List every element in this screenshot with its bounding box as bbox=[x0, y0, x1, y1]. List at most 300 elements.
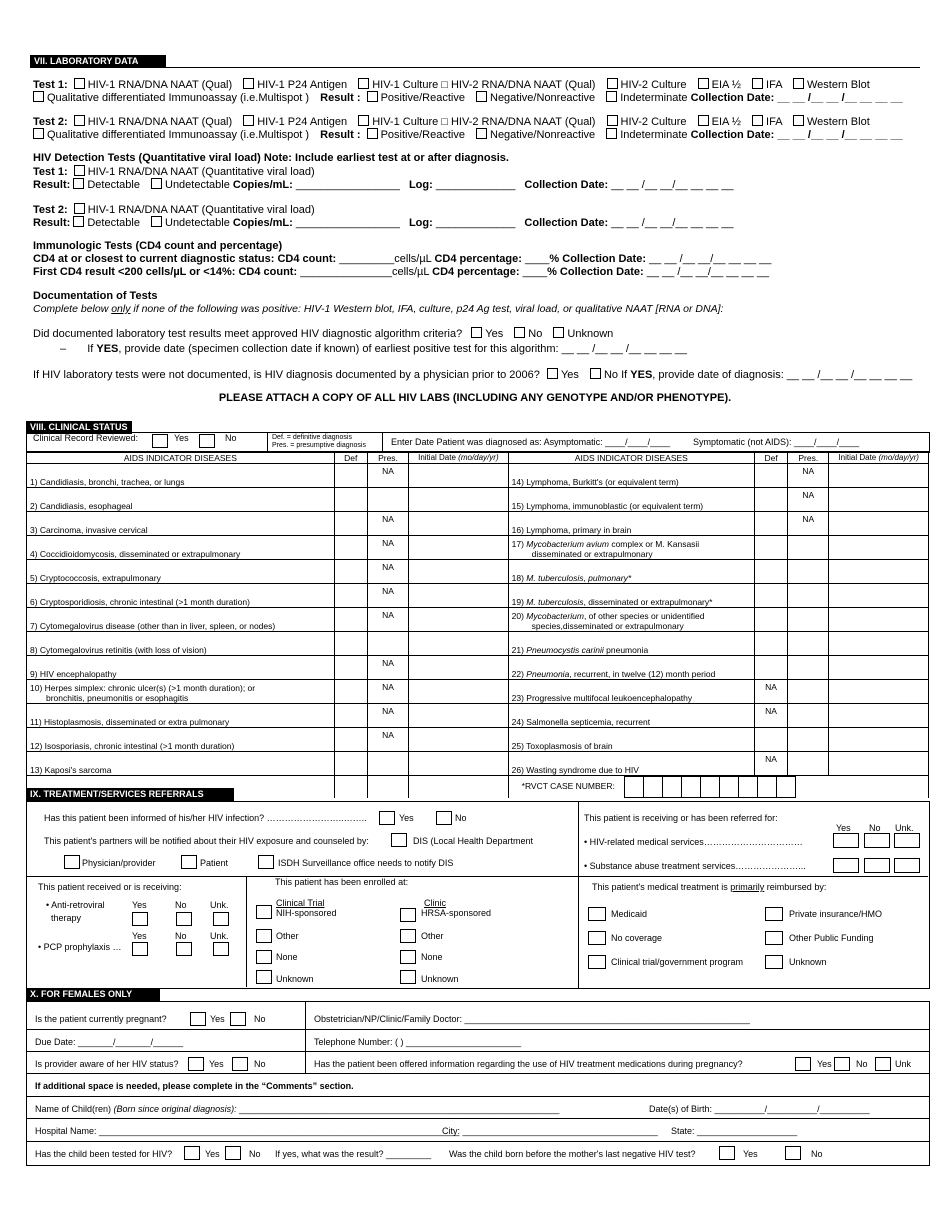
trial-unknown-label: Unknown bbox=[276, 974, 314, 984]
def-left-cell[interactable] bbox=[334, 656, 367, 680]
disease-right-post: , of other species or unidentified bbox=[583, 611, 705, 621]
disease-right-italic: M. tuberculosis, pulmonary* bbox=[526, 573, 632, 583]
private-checkbox[interactable] bbox=[765, 907, 783, 921]
def-left-cell[interactable] bbox=[334, 704, 367, 728]
pres-right-cell[interactable] bbox=[788, 608, 829, 632]
def-right-cell[interactable] bbox=[755, 728, 788, 752]
viral-test2-log-field[interactable]: _____________ bbox=[435, 217, 516, 229]
viral-test1-detectable-checkbox[interactable] bbox=[73, 178, 84, 189]
def-left-cell[interactable] bbox=[334, 560, 367, 584]
disease-left bbox=[27, 584, 335, 608]
test1-wb-label: Western Blot bbox=[807, 79, 870, 91]
def-right-cell[interactable] bbox=[755, 656, 788, 680]
disease-right bbox=[508, 608, 754, 632]
initial-date-left-cell[interactable] bbox=[409, 512, 509, 536]
medicaid-checkbox[interactable] bbox=[588, 907, 606, 921]
test1-positive-checkbox[interactable] bbox=[367, 91, 378, 102]
physician-checkbox[interactable] bbox=[64, 855, 80, 869]
initial-date-right-cell[interactable] bbox=[829, 632, 929, 656]
cd4-first-date-field[interactable]: __ __ /__ __/__ __ __ __ bbox=[646, 266, 770, 278]
telephone-field[interactable]: Telephone Number: ( ) _______________________ bbox=[314, 1037, 522, 1047]
aids-row bbox=[27, 656, 929, 680]
pres-left-cell[interactable]: NA bbox=[367, 536, 408, 560]
viral-test1-collection-label: Collection Date: bbox=[524, 179, 609, 191]
isdh-checkbox[interactable] bbox=[258, 855, 274, 869]
nih-checkbox[interactable] bbox=[256, 905, 272, 919]
test2-hiv2culture-checkbox[interactable] bbox=[607, 115, 618, 126]
rvct-label: *RVCT CASE NUMBER: bbox=[521, 781, 615, 792]
disease-right-italic: Pneumocystis carinii bbox=[526, 645, 604, 655]
def-left-cell[interactable] bbox=[334, 752, 367, 776]
test2-indeterminate-checkbox[interactable] bbox=[606, 128, 617, 139]
cd4-current-date-field[interactable]: __ __ /__ __/__ __ __ __ bbox=[649, 253, 772, 265]
def-right-cell[interactable] bbox=[755, 584, 788, 608]
child-name-field[interactable]: ________________________________________________________________ bbox=[236, 1104, 560, 1114]
rvct-digit-box[interactable] bbox=[738, 776, 758, 798]
disease-right-post: , recurrent, in twelve (12) month period bbox=[569, 669, 716, 679]
initial-date-left-cell[interactable] bbox=[409, 464, 509, 488]
initial-date-left-cell[interactable] bbox=[409, 704, 509, 728]
initial-date-left-cell[interactable] bbox=[409, 560, 509, 584]
def-right-cell[interactable] bbox=[755, 512, 788, 536]
col-initial-right-text: Initial Date bbox=[838, 453, 879, 462]
initial-date-left-cell[interactable] bbox=[409, 536, 509, 560]
rvct-spacer-3 bbox=[367, 776, 408, 799]
doc-q2-date[interactable]: , provide date of diagnosis: __ __ /__ __ /__ __ __ __ bbox=[652, 369, 913, 381]
hospital-field[interactable]: Hospital Name: ________________________________________________________________________ bbox=[35, 1126, 460, 1136]
obstetrician-field[interactable]: Obstetrician/NP/Clinic/Family Doctor: _________________________________________________________ bbox=[314, 1014, 750, 1024]
disease-left-label: 4) Coccidioidomycosis, disseminated or extrapulmonary bbox=[30, 549, 241, 559]
aware-no-checkbox[interactable] bbox=[232, 1057, 248, 1071]
test2-ifa-checkbox[interactable] bbox=[752, 115, 763, 126]
offered-no-checkbox[interactable] bbox=[834, 1057, 850, 1071]
substance-row: • Substance abuse treatment services…………………... bbox=[584, 861, 806, 871]
referred-label: This patient is receiving or has been referred for: bbox=[584, 813, 778, 823]
pres-right-cell[interactable] bbox=[788, 560, 829, 584]
doc-q1b-text[interactable]: , provide date (specimen collection date if known) of earliest positive test for this algorithm: __ __ /__ __ /__ __ __ __ bbox=[118, 343, 688, 355]
child-name-row bbox=[35, 1104, 559, 1114]
pres-right-cell[interactable] bbox=[788, 656, 829, 680]
def-left-cell[interactable] bbox=[334, 464, 367, 488]
reimb-unknown-checkbox[interactable] bbox=[765, 955, 783, 969]
viral-test2-collection-label: Collection Date: bbox=[524, 217, 609, 229]
def-left-cell[interactable] bbox=[334, 512, 367, 536]
test2-culture-checkbox[interactable] bbox=[358, 115, 369, 126]
pres-right-cell[interactable] bbox=[788, 632, 829, 656]
child-tested-yes-checkbox[interactable] bbox=[184, 1146, 200, 1160]
initial-date-right-cell[interactable] bbox=[829, 752, 929, 776]
disease-right-label: 25) Toxoplasmosis of brain bbox=[511, 741, 613, 751]
disease-right bbox=[508, 632, 754, 656]
clinic-other-checkbox[interactable] bbox=[400, 929, 416, 943]
test2-eia-checkbox[interactable] bbox=[698, 115, 709, 126]
other-public-checkbox[interactable] bbox=[765, 931, 783, 945]
test1-p24-checkbox[interactable] bbox=[243, 78, 254, 89]
hrsa-checkbox[interactable] bbox=[400, 908, 416, 922]
pres-left-cell[interactable] bbox=[367, 632, 408, 656]
pres-left-cell[interactable] bbox=[367, 488, 408, 512]
pres-right-cell[interactable] bbox=[788, 704, 829, 728]
child-tested-no-checkbox[interactable] bbox=[225, 1146, 241, 1160]
viral-test1-undetectable-label: Undetectable bbox=[165, 179, 230, 191]
viral-test1-copies-label: Copies/mL: bbox=[232, 179, 293, 191]
viral-test2-copies-label: Copies/mL: bbox=[232, 217, 293, 229]
viral-test2-detectable-checkbox[interactable] bbox=[73, 216, 84, 227]
hiv-services-unk-box[interactable] bbox=[894, 833, 920, 848]
test1-eia-checkbox[interactable] bbox=[698, 78, 709, 89]
rvct-digit-box[interactable] bbox=[757, 776, 777, 798]
test2-naat-checkbox[interactable] bbox=[74, 115, 85, 126]
pres-left-cell[interactable]: NA bbox=[367, 584, 408, 608]
initial-date-left-cell[interactable] bbox=[409, 728, 509, 752]
disease-right-label: 21) bbox=[511, 645, 527, 655]
cd4-current-count-field[interactable]: _________ bbox=[339, 253, 395, 265]
doc-note-text-2: if none of the following was positive: HIV-1 Western blot, IFA, culture, p24 Ag test, viral load, or qualitative NAAT [RNA or DNA]: bbox=[130, 303, 724, 315]
initial-date-left-cell[interactable] bbox=[409, 488, 509, 512]
lab-test1-row2 bbox=[33, 91, 903, 104]
offered-unk-checkbox[interactable] bbox=[875, 1057, 891, 1071]
initial-date-right-cell[interactable] bbox=[829, 512, 929, 536]
cd4-first-date-label: % Collection Date: bbox=[547, 266, 644, 278]
treatment-vdivider bbox=[578, 801, 579, 988]
doc-q2-no-checkbox[interactable] bbox=[590, 368, 601, 379]
arv-row: • Anti-retroviral bbox=[46, 900, 105, 910]
def-right-cell[interactable] bbox=[755, 632, 788, 656]
born-before-yes-label: Yes bbox=[743, 1149, 758, 1159]
pres-right-cell[interactable]: NA bbox=[788, 512, 829, 536]
born-before-no-label: No bbox=[811, 1149, 823, 1159]
pres-right-cell[interactable]: NA bbox=[788, 488, 829, 512]
aids-row bbox=[27, 680, 929, 704]
test2-culture-label: HIV-1 Culture □ HIV-2 RNA/DNA NAAT (Qual) bbox=[372, 116, 596, 128]
fem-row-line-2 bbox=[26, 1051, 929, 1052]
trial-unknown-checkbox[interactable] bbox=[256, 970, 272, 984]
def-right-cell[interactable]: NA bbox=[755, 704, 788, 728]
disease-right bbox=[508, 584, 754, 608]
test2-indeterminate-label: Indeterminate bbox=[620, 129, 688, 141]
doc-q1b-if: If bbox=[87, 343, 97, 355]
rvct-digit-box[interactable] bbox=[681, 776, 701, 798]
clinic-unknown-checkbox[interactable] bbox=[400, 970, 416, 984]
test1-wb-checkbox[interactable] bbox=[793, 78, 804, 89]
viral-test1-naat-label: HIV-1 RNA/DNA NAAT (Quantitative viral load) bbox=[87, 166, 315, 178]
attach-labs-notice: PLEASE ATTACH A COPY OF ALL HIV LABS (INCLUDING ANY GENOTYPE AND/OR PHENOTYPE). bbox=[218, 392, 732, 404]
cd4-first-pct-field[interactable]: ____ bbox=[522, 266, 548, 278]
pres-right-cell[interactable] bbox=[788, 584, 829, 608]
hiv-services-no-box[interactable] bbox=[864, 833, 890, 848]
born-before-yes-checkbox[interactable] bbox=[719, 1146, 735, 1160]
pres-right-cell[interactable] bbox=[788, 680, 829, 704]
substance-yes-box[interactable] bbox=[833, 858, 859, 873]
receiving-label: This patient received or is receiving: bbox=[38, 882, 182, 892]
aids-table-header bbox=[27, 452, 929, 464]
disease-left bbox=[27, 704, 335, 728]
record-reviewed-no-checkbox[interactable] bbox=[199, 434, 215, 448]
pres-left-cell[interactable]: NA bbox=[367, 608, 408, 632]
pres-right-cell[interactable] bbox=[788, 728, 829, 752]
test1-multispot-checkbox[interactable] bbox=[33, 91, 44, 102]
test2-multispot-checkbox[interactable] bbox=[33, 128, 44, 139]
def-left-cell[interactable] bbox=[334, 584, 367, 608]
no-coverage-checkbox[interactable] bbox=[588, 931, 606, 945]
substance-label: Substance abuse treatment services…………………... bbox=[589, 861, 806, 871]
born-before-question: Was the child born before the mother's last negative HIV test? bbox=[449, 1149, 696, 1159]
col-initial-left-fmt: (mo/day/yr) bbox=[458, 453, 499, 462]
disease-left-label: 5) Cryptococcosis, extrapulmonary bbox=[30, 573, 161, 583]
clinic-none-checkbox[interactable] bbox=[400, 950, 416, 964]
pregnant-yes-label: Yes bbox=[210, 1014, 225, 1024]
symptomatic-date[interactable]: Symptomatic (not AIDS): ____/____/____ bbox=[693, 437, 860, 447]
born-before-no-checkbox[interactable] bbox=[785, 1146, 801, 1160]
viral-test2-log-label: Log: bbox=[408, 217, 433, 229]
test2-wb-checkbox[interactable] bbox=[793, 115, 804, 126]
initial-date-left-cell[interactable] bbox=[409, 656, 509, 680]
disease-left bbox=[27, 680, 335, 704]
test2-positive-label: Positive/Reactive bbox=[380, 129, 465, 141]
city-field[interactable]: City: _______________________________________ bbox=[442, 1126, 658, 1136]
due-date-field[interactable]: Due Date: _______/_______/______ bbox=[35, 1037, 184, 1047]
child-dob-field[interactable]: Date(s) of Birth: __________/__________/__________ bbox=[649, 1104, 870, 1114]
treatment-hdivider-right bbox=[579, 876, 928, 877]
def-right-cell[interactable] bbox=[755, 488, 788, 512]
pcp-unk-checkbox[interactable] bbox=[213, 942, 229, 956]
test2-negative-label: Negative/Nonreactive bbox=[490, 129, 596, 141]
disease-left-label: 11) Histoplasmosis, disseminated or extra pulmonary bbox=[30, 717, 230, 727]
aware-no-label: No bbox=[254, 1059, 266, 1069]
cd4-first-unit: cells/µL bbox=[391, 266, 430, 278]
substance-no-box[interactable] bbox=[864, 858, 890, 873]
test2-positive-checkbox[interactable] bbox=[367, 128, 378, 139]
def-right-cell[interactable] bbox=[755, 464, 788, 488]
pcp-no-checkbox[interactable] bbox=[176, 942, 192, 956]
test1-culture-checkbox[interactable] bbox=[358, 78, 369, 89]
doc-q2-no-label: No bbox=[603, 369, 619, 381]
referred-unk-header: Unk. bbox=[895, 823, 914, 833]
aids-row bbox=[27, 536, 929, 560]
informed-yes-label: Yes bbox=[399, 813, 414, 823]
trial-other-checkbox[interactable] bbox=[256, 929, 272, 943]
cd4-first-label: First CD4 result <200 cells/µL or <14%: CD4 count: bbox=[33, 266, 298, 278]
doc-q1-unknown-label: Unknown bbox=[567, 328, 614, 340]
pres-right-cell[interactable]: NA bbox=[788, 464, 829, 488]
pcp-unk-header: Unk. bbox=[210, 931, 229, 941]
disease-right-label: 15) Lymphoma, immunoblastic (or equivalent term) bbox=[511, 501, 704, 511]
dis-checkbox[interactable] bbox=[391, 833, 407, 847]
test2-naat-label: HIV-1 RNA/DNA NAAT (Qual) bbox=[87, 116, 233, 128]
def-left-cell[interactable] bbox=[334, 488, 367, 512]
cd4-current-unit: cells/µL bbox=[394, 253, 432, 265]
pres-note: Pres. = presumptive diagnosis bbox=[272, 442, 366, 449]
test1-ifa-checkbox[interactable] bbox=[752, 78, 763, 89]
arv-yes-checkbox[interactable] bbox=[132, 912, 148, 926]
rvct-boxes[interactable] bbox=[625, 776, 796, 798]
disease-left bbox=[27, 488, 335, 512]
pcp-yes-checkbox[interactable] bbox=[132, 942, 148, 956]
viral-test1-log-field[interactable]: _____________ bbox=[435, 179, 516, 191]
viral-test2-copies-field[interactable]: _________________ bbox=[295, 217, 400, 229]
disease-right bbox=[508, 464, 754, 488]
def-left-cell[interactable] bbox=[334, 680, 367, 704]
asymptomatic-date[interactable]: Enter Date Patient was diagnosed as: Asymptomatic: ____/____/____ bbox=[391, 437, 671, 447]
offered-yes-checkbox[interactable] bbox=[795, 1057, 811, 1071]
initial-date-right-cell[interactable] bbox=[829, 464, 929, 488]
rvct-spacer-2 bbox=[334, 776, 367, 799]
doc-q1-unknown-checkbox[interactable] bbox=[553, 327, 564, 338]
test1-result-label: Result : bbox=[320, 92, 361, 104]
clinical-trial-heading: Clinical Trial bbox=[276, 898, 325, 908]
def-right-cell[interactable]: NA bbox=[755, 752, 788, 776]
initial-date-right-cell[interactable] bbox=[829, 680, 929, 704]
cd4-first-count-field[interactable]: _______________ bbox=[300, 266, 392, 278]
informed-yes-checkbox[interactable] bbox=[379, 811, 395, 825]
initial-date-left-cell[interactable] bbox=[409, 584, 509, 608]
def-right-cell[interactable] bbox=[755, 608, 788, 632]
viral-load-title: HIV Detection Tests (Quantitative viral load) Note: Include earliest test at or after diagnosis. bbox=[33, 152, 509, 164]
test2-collection-date[interactable]: Collection Date: __ __ /__ __ /__ __ __ __ bbox=[690, 129, 903, 141]
viral-test2-naat-checkbox[interactable] bbox=[74, 203, 85, 214]
initial-date-right-cell[interactable] bbox=[829, 608, 929, 632]
disease-right-label: 22) bbox=[511, 669, 527, 679]
state-field[interactable]: State: ____________________ bbox=[671, 1126, 798, 1136]
rvct-digit-box[interactable] bbox=[776, 776, 796, 798]
test1-culture-label: HIV-1 Culture □ HIV-2 RNA/DNA NAAT (Qual) bbox=[372, 79, 596, 91]
initial-date-right-cell[interactable] bbox=[829, 656, 929, 680]
initial-date-left-cell[interactable] bbox=[409, 752, 509, 776]
test2-p24-checkbox[interactable] bbox=[243, 115, 254, 126]
pregnant-no-checkbox[interactable] bbox=[230, 1012, 246, 1026]
test1-p24-label: HIV-1 P24 Antigen bbox=[257, 79, 348, 91]
test1-collection-date[interactable]: Collection Date: __ __ /__ __ /__ __ __ __ bbox=[690, 92, 903, 104]
def-left-cell[interactable] bbox=[334, 536, 367, 560]
viral-test2-collection-field[interactable]: __ __ /__ __/__ __ __ __ bbox=[611, 217, 734, 229]
offered-yes-label: Yes bbox=[817, 1059, 832, 1069]
pres-right-cell[interactable] bbox=[788, 536, 829, 560]
test1-indeterminate-checkbox[interactable] bbox=[606, 91, 617, 102]
lab-section-header: VII. LABORATORY DATA bbox=[30, 55, 166, 68]
initial-date-right-cell[interactable] bbox=[829, 584, 929, 608]
substance-unk-box[interactable] bbox=[894, 858, 920, 873]
col-initial-left bbox=[409, 452, 509, 464]
doc-q1-yes-checkbox[interactable] bbox=[471, 327, 482, 338]
disease-left-label: 13) Kaposi's sarcoma bbox=[30, 765, 112, 775]
col-disease-left: AIDS INDICATOR DISEASES bbox=[27, 452, 335, 464]
initial-date-right-cell[interactable] bbox=[829, 560, 929, 584]
aids-row bbox=[27, 704, 929, 728]
rvct-digit-box[interactable] bbox=[662, 776, 682, 798]
test2-result-label: Result : bbox=[320, 129, 361, 141]
record-reviewed-yes-checkbox[interactable] bbox=[152, 434, 168, 448]
child-name-label: Name of Child(ren) bbox=[35, 1104, 114, 1114]
pres-left-cell[interactable]: NA bbox=[367, 560, 408, 584]
pres-left-cell[interactable]: NA bbox=[367, 704, 408, 728]
def-left-cell[interactable] bbox=[334, 608, 367, 632]
initial-date-left-cell[interactable] bbox=[409, 608, 509, 632]
disease-left-label: 10) Herpes simplex: chronic ulcer(s) (>1 month duration); or bbox=[30, 683, 256, 693]
test2-negative-checkbox[interactable] bbox=[476, 128, 487, 139]
hiv-services-yes-box[interactable] bbox=[833, 833, 859, 848]
informed-no-label: No bbox=[455, 813, 467, 823]
aids-row bbox=[27, 728, 929, 752]
test2-eia-label: EIA ½ bbox=[711, 116, 741, 128]
initial-date-right-cell[interactable] bbox=[829, 704, 929, 728]
rvct-digit-box[interactable] bbox=[624, 776, 644, 798]
initial-date-right-cell[interactable] bbox=[829, 728, 929, 752]
pres-left-cell[interactable] bbox=[367, 752, 408, 776]
rvct-digit-box[interactable] bbox=[643, 776, 663, 798]
disease-right-label: 20) bbox=[511, 611, 527, 621]
viral-test1-collection-field[interactable]: __ __ /__ __/__ __ __ __ bbox=[611, 179, 734, 191]
pregnant-yes-checkbox[interactable] bbox=[190, 1012, 206, 1026]
pres-left-cell[interactable]: NA bbox=[367, 464, 408, 488]
viral-test1-naat-checkbox[interactable] bbox=[74, 165, 85, 176]
test1-negative-checkbox[interactable] bbox=[476, 91, 487, 102]
def-left-cell[interactable] bbox=[334, 632, 367, 656]
patient-checkbox[interactable] bbox=[181, 855, 197, 869]
referred-no-header: No bbox=[869, 823, 881, 833]
doc-q1b-yes: YES bbox=[96, 343, 119, 355]
arv-unk-checkbox[interactable] bbox=[213, 912, 229, 926]
trial-none-checkbox[interactable] bbox=[256, 950, 272, 964]
pres-left-cell[interactable]: NA bbox=[367, 656, 408, 680]
cd4-current-pct-field[interactable]: ____ bbox=[524, 253, 550, 265]
initial-date-right-cell[interactable] bbox=[829, 536, 929, 560]
col-initial-left-text: Initial Date bbox=[418, 453, 459, 462]
arv-no-checkbox[interactable] bbox=[176, 912, 192, 926]
rvct-digit-box[interactable] bbox=[719, 776, 739, 798]
physician-label: Physician/provider bbox=[82, 858, 156, 868]
initial-date-left-cell[interactable] bbox=[409, 632, 509, 656]
viral-test1-copies-field[interactable]: _________________ bbox=[295, 179, 400, 191]
child-result-field[interactable]: If yes, what was the result? _________ bbox=[275, 1149, 432, 1159]
viral-test1-undetectable-checkbox[interactable] bbox=[151, 178, 162, 189]
ct-gov-checkbox[interactable] bbox=[588, 955, 606, 969]
viral-test2-result-label: Result: bbox=[33, 217, 71, 229]
child-tested-question: Has the child been tested for HIV? bbox=[35, 1149, 173, 1159]
pres-left-cell[interactable]: NA bbox=[367, 728, 408, 752]
rvct-digit-box[interactable] bbox=[700, 776, 720, 798]
disease-right-label: 18) bbox=[511, 573, 527, 583]
col-pres-right: Pres. bbox=[788, 452, 829, 464]
pres-left-cell[interactable]: NA bbox=[367, 680, 408, 704]
pres-left-cell[interactable]: NA bbox=[367, 512, 408, 536]
disease-left bbox=[27, 608, 335, 632]
pregnant-no-label: No bbox=[254, 1014, 266, 1024]
clinic-heading: Clinic bbox=[424, 898, 447, 908]
initial-date-right-cell[interactable] bbox=[829, 488, 929, 512]
def-left-cell[interactable] bbox=[334, 728, 367, 752]
def-right-cell[interactable] bbox=[755, 560, 788, 584]
lab-test2-row2 bbox=[33, 128, 903, 141]
test1-naat-checkbox[interactable] bbox=[74, 78, 85, 89]
doc-q2-if: If bbox=[621, 369, 631, 381]
doc-q2-yes-checkbox[interactable] bbox=[547, 368, 558, 379]
initial-date-left-cell[interactable] bbox=[409, 680, 509, 704]
disease-right-post: pneumonia bbox=[603, 645, 649, 655]
rvct-cell bbox=[508, 776, 928, 799]
disease-right bbox=[508, 656, 754, 680]
def-right-cell[interactable] bbox=[755, 536, 788, 560]
aware-yes-checkbox[interactable] bbox=[188, 1057, 204, 1071]
fem-row-line-1 bbox=[26, 1029, 929, 1030]
test1-hiv2culture-checkbox[interactable] bbox=[607, 78, 618, 89]
pres-right-cell[interactable] bbox=[788, 752, 829, 776]
def-right-cell[interactable]: NA bbox=[755, 680, 788, 704]
informed-no-checkbox[interactable] bbox=[436, 811, 452, 825]
doc-q1-no-checkbox[interactable] bbox=[514, 327, 525, 338]
info-divider-2 bbox=[382, 433, 383, 452]
viral-test2-undetectable-checkbox[interactable] bbox=[151, 216, 162, 227]
record-reviewed-label: Clinical Record Reviewed: bbox=[33, 433, 139, 443]
